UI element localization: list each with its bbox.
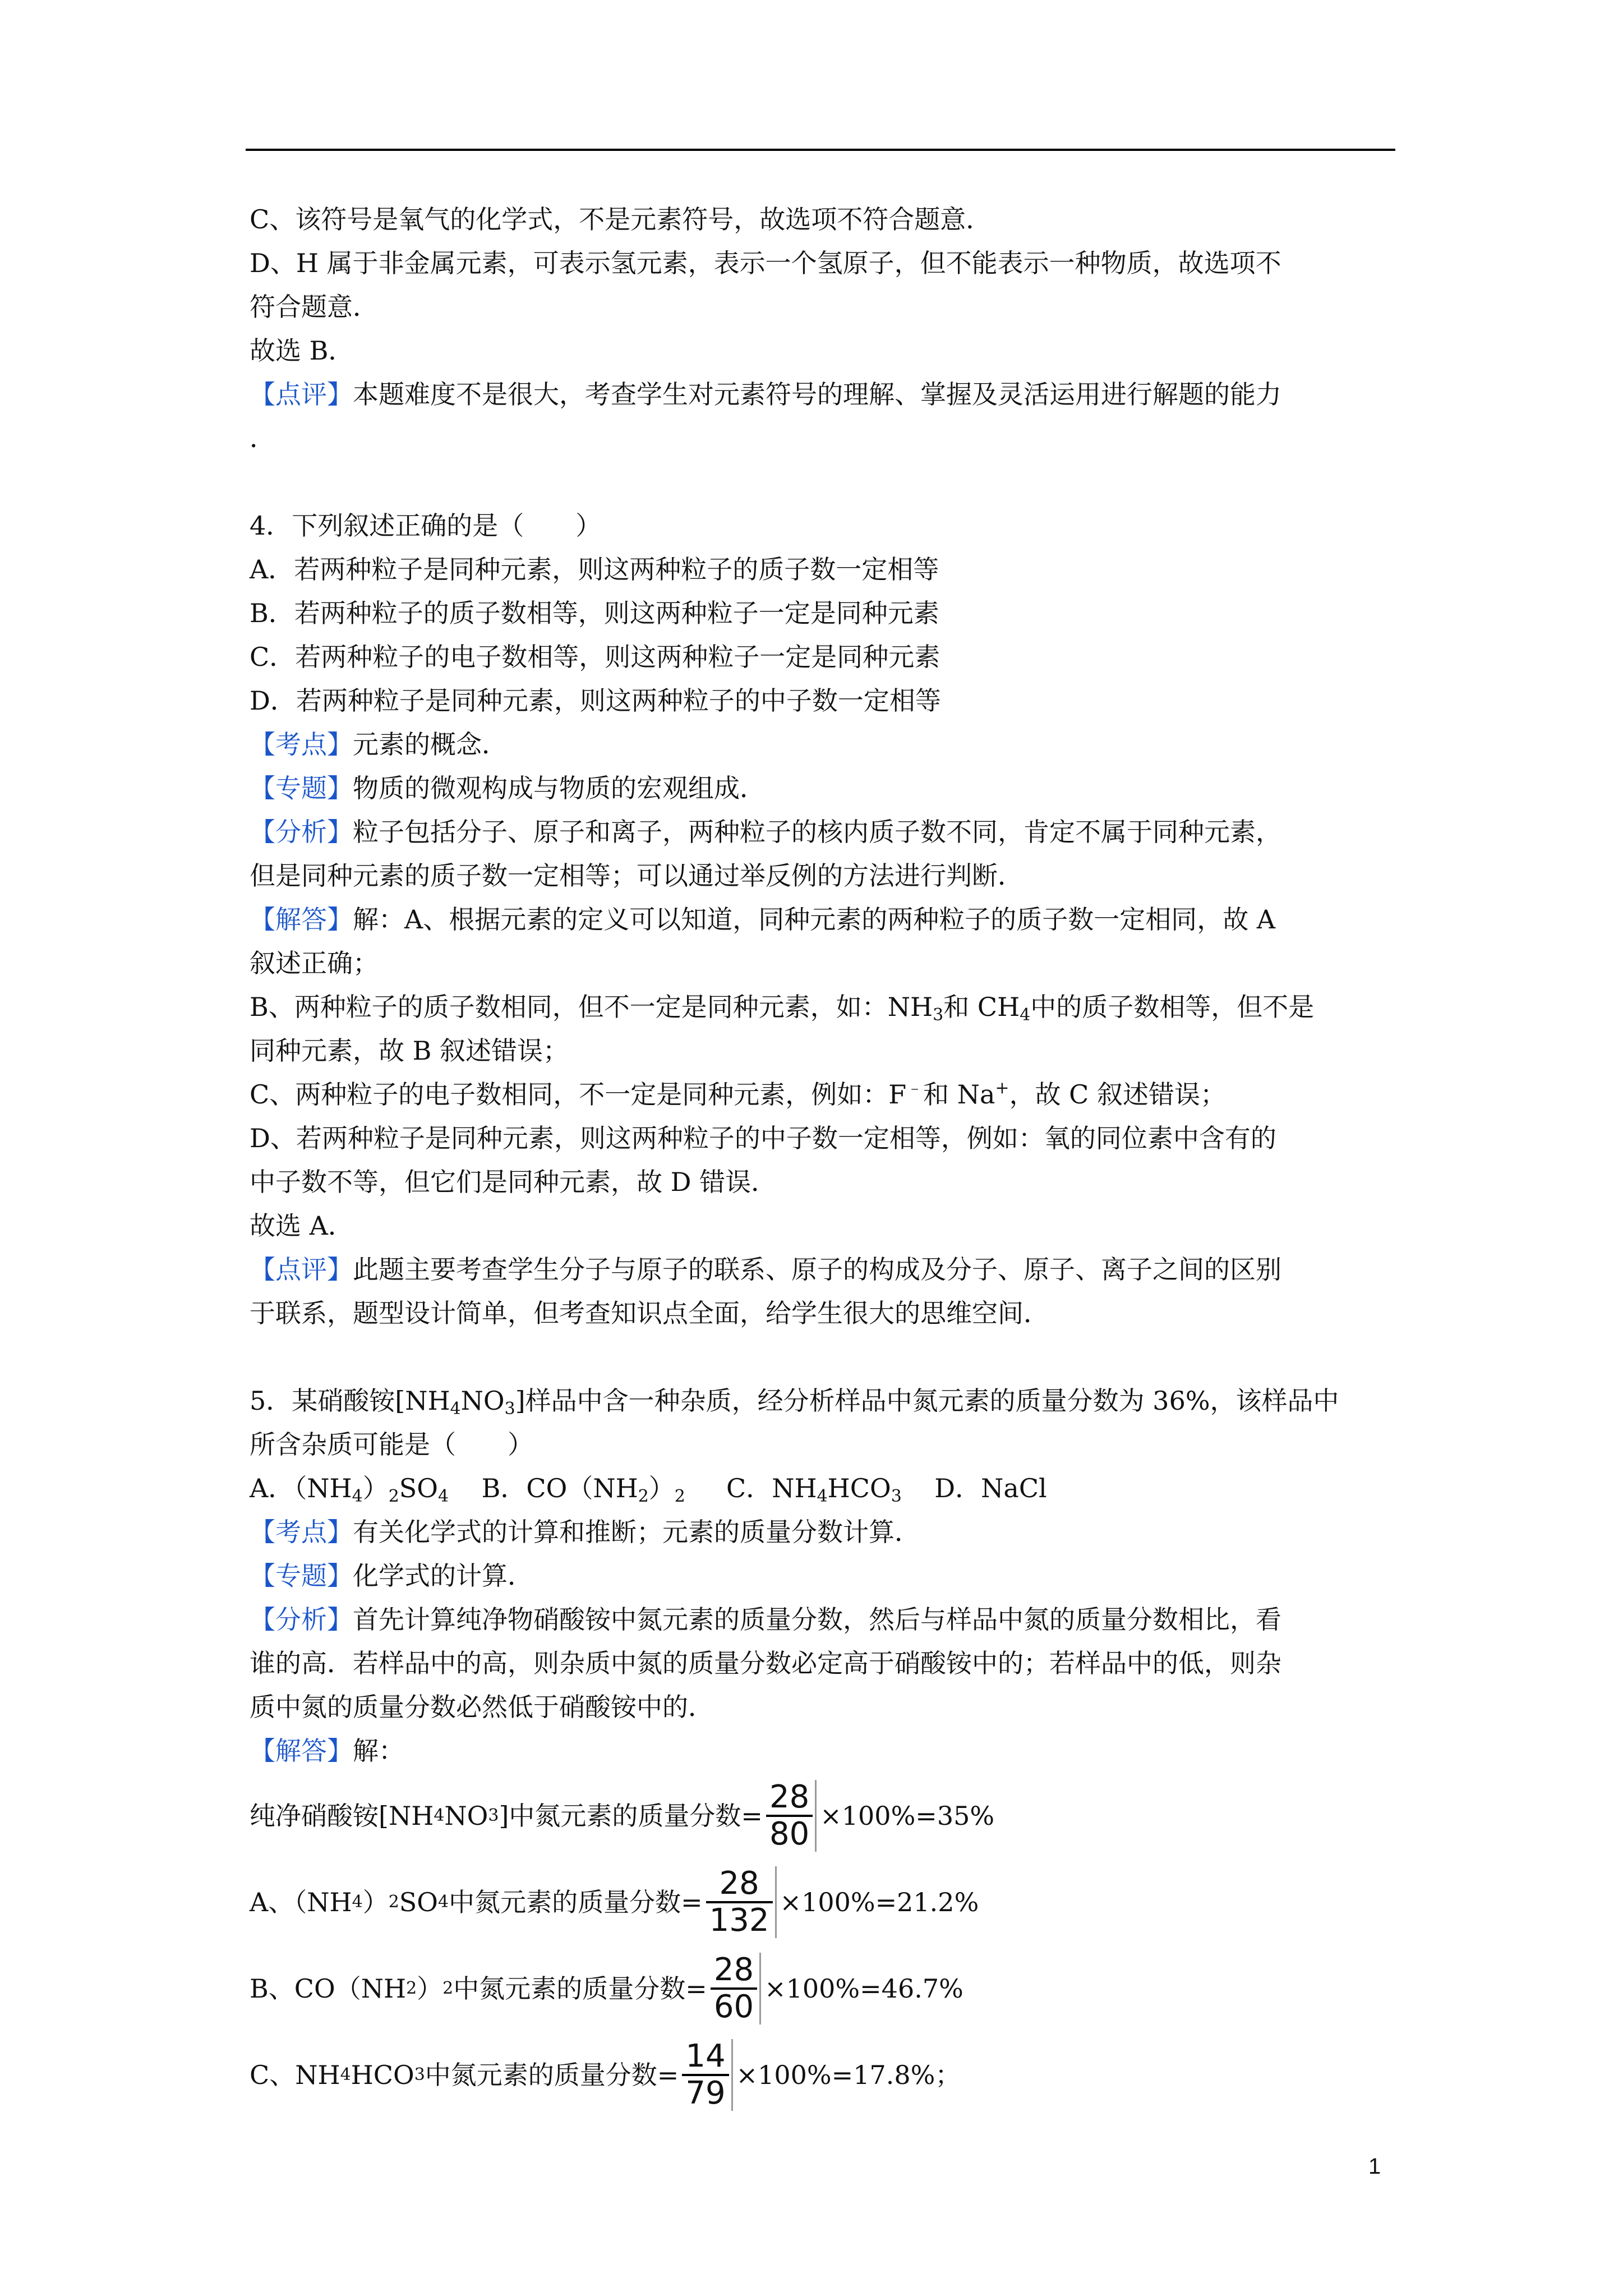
text-run: NO xyxy=(444,1801,488,1831)
text-run: B．CO（NH xyxy=(481,1473,638,1503)
prev-option-d-line2: 符合题意． xyxy=(250,292,379,322)
superscript: ﹣ xyxy=(906,1078,924,1098)
subscript: 2 xyxy=(674,1487,685,1506)
text-run: 中氮元素的质量分数= xyxy=(449,1887,703,1917)
jieda-tag: 【解答】 xyxy=(250,904,353,935)
text-run: C．NH xyxy=(726,1473,817,1503)
q4-explain-d: D、若两种粒子是同种元素，则这两种粒子的中子数一定相等，例如：氧的同位素中含有的 xyxy=(250,1123,1276,1153)
subscript: 4 xyxy=(438,1487,449,1506)
formula-b: B、CO（NH 2 ） 2 中氮元素的质量分数= $\frac{28}{60}$ ×100%=46.7% xyxy=(250,1952,963,2025)
zhuanti-tag: 【专题】 xyxy=(250,1561,353,1591)
fraction xyxy=(766,1780,817,1852)
q5-fenxi-line2: 谁的高．若样品中的高，则杂质中氮的质量分数必定高于硝酸铵中的；若样品中的低，则杂 xyxy=(250,1648,1281,1678)
q4-answer: 故选 A． xyxy=(250,1211,354,1241)
q5-kaodian xyxy=(250,1510,1396,1554)
kaodian-tag: 【考点】 xyxy=(250,729,353,760)
q4-fenxi xyxy=(250,810,1396,854)
fraction xyxy=(711,1953,761,2024)
text-run: C、NH xyxy=(250,2060,340,2090)
zhuanti-text: 物质的微观构成与物质的宏观组成． xyxy=(353,773,766,803)
q5-zhuanti xyxy=(250,1554,1396,1598)
text-run: 5．某硝酸铵[NH xyxy=(250,1386,450,1416)
numerator: 28 xyxy=(713,1952,754,1988)
q4-zhuanti xyxy=(250,766,1396,810)
text-run: 和 CH xyxy=(943,992,1020,1022)
denominator: 79 xyxy=(682,2074,728,2111)
result: ×100%=46.7% xyxy=(764,1973,963,2004)
prev-option-c: C、该符号是氧气的化学式，不是元素符号，故选项不符合题意． xyxy=(250,204,992,234)
subscript: 2 xyxy=(388,1487,399,1506)
subscript: 2 xyxy=(638,1487,649,1506)
zhuanti-tag: 【专题】 xyxy=(250,773,353,803)
text-run: SO xyxy=(399,1887,439,1917)
header-rule xyxy=(246,149,1395,151)
text-run: HCO xyxy=(351,2060,414,2090)
fenxi-text: 首先计算纯净物硝酸铵中氮元素的质量分数，然后与样品中氮的质量分数相比，看 xyxy=(353,1604,1281,1635)
superscript: + xyxy=(995,1078,1009,1098)
denominator: 60 xyxy=(711,1987,757,2024)
subscript: 4 xyxy=(1020,1005,1031,1025)
prev-comment xyxy=(250,372,1396,416)
text-run: ） xyxy=(417,1973,443,2004)
text-run: ，故 C 叙述错误； xyxy=(1009,1079,1227,1110)
q5-option-c xyxy=(726,1473,902,1506)
comment-tag: 【点评】 xyxy=(250,379,353,409)
kaodian-text: 元素的概念． xyxy=(353,729,508,760)
document-body xyxy=(250,197,1396,2118)
text-run: C、两种粒子的电子数相同，不一定是同种元素，例如：F xyxy=(250,1079,907,1110)
spacer xyxy=(250,460,1396,504)
numerator: 28 xyxy=(719,1865,759,1902)
subscript: 4 xyxy=(352,1487,363,1506)
formula-a: A、（NH 4 ） 2 SO 4 中氮元素的质量分数= $\frac{28}{132}$ ×100%=21.2% xyxy=(250,1865,979,1939)
text-run: 和 Na xyxy=(923,1079,995,1110)
formula-pure: 纯净硝酸铵[NH 4 NO 3 ]中氮元素的质量分数= $\frac{28}{80}$ ×100%=35% xyxy=(250,1779,995,1852)
q4-kaodian xyxy=(250,723,1396,766)
numerator: 14 xyxy=(685,2038,726,2074)
text-run: ） xyxy=(648,1473,675,1503)
text-run: B、两种粒子的质子数相同，但不一定是同种元素，如：NH xyxy=(250,992,933,1022)
fenxi-tag: 【分析】 xyxy=(250,817,353,847)
q5-stem xyxy=(250,1379,1396,1423)
q4-option-a: A．若两种粒子是同种元素，则这两种粒子的质子数一定相等 xyxy=(250,554,939,585)
q4-option-b: B．若两种粒子的质子数相等，则这两种粒子一定是同种元素 xyxy=(250,598,939,628)
text-run: 中氮元素的质量分数= xyxy=(425,2060,679,2090)
q5-option-d: D．NaCl xyxy=(934,1473,1047,1503)
q4-stem: 4．下列叙述正确的是（ ） xyxy=(250,510,602,541)
prev-option-d-line1: D、H 属于非金属元素，可表示氢元素，表示一个氢原子，但不能表示一种物质，故选项不 xyxy=(250,248,1281,278)
q4-dianping-line2: 于联系，题型设计简单，但考查知识点全面，给学生很大的思维空间． xyxy=(250,1298,1049,1328)
dianping-tag: 【点评】 xyxy=(250,1254,353,1285)
spacer xyxy=(250,1335,1396,1379)
fraction xyxy=(706,1866,777,1938)
subscript: 3 xyxy=(891,1487,902,1506)
q4-explain-b-line2: 同种元素，故 B 叙述错误； xyxy=(250,1036,569,1066)
kaodian-text: 有关化学式的计算和推断；元素的质量分数计算． xyxy=(353,1517,920,1547)
text-run: 中的质子数相等，但不是 xyxy=(1030,992,1315,1022)
q5-jieda xyxy=(250,1729,1396,1773)
q5-fenxi xyxy=(250,1598,1396,1641)
subscript: 4 xyxy=(817,1487,828,1506)
text-run: NO xyxy=(460,1386,505,1416)
q4-explain-b xyxy=(250,985,1396,1029)
q4-explain-c xyxy=(250,1073,1396,1116)
text-run: B、CO（NH xyxy=(250,1973,407,2004)
text-run: 中氮元素的质量分数= xyxy=(453,1973,707,2004)
jieda-tag: 【解答】 xyxy=(250,1736,353,1766)
q4-option-c: C．若两种粒子的电子数相等，则这两种粒子一定是同种元素 xyxy=(250,642,940,672)
q4-fenxi-line2: 但是同种元素的质子数一定相等；可以通过举反例的方法进行判断． xyxy=(250,861,1023,891)
q5-fenxi-line3: 质中氮的质量分数必然低于硝酸铵中的． xyxy=(250,1692,714,1722)
q4-option-d: D．若两种粒子是同种元素，则这两种粒子的中子数一定相等 xyxy=(250,685,941,716)
q4-jieda xyxy=(250,898,1396,941)
subscript: 3 xyxy=(933,1005,944,1025)
result: ×100%=17.8%； xyxy=(736,2060,961,2090)
q5-stem-line2: 所含杂质可能是（ ） xyxy=(250,1429,533,1460)
fraction xyxy=(682,2039,732,2111)
q5-option-b xyxy=(481,1473,685,1506)
numerator: 28 xyxy=(769,1779,810,1815)
jieda-text: 解：A、根据元素的定义可以知道，同种元素的两种粒子的质子数一定相同，故 A xyxy=(353,904,1276,935)
prev-comment-line2: ． xyxy=(250,423,275,453)
q5-option-a xyxy=(250,1473,449,1506)
text-run: ） xyxy=(362,1473,389,1503)
text-run: SO xyxy=(399,1473,439,1503)
page-number: 1 xyxy=(1368,2154,1381,2179)
text-run: ]样品中含一种杂质，经分析样品中氮元素的质量分数为 36%，该样品中 xyxy=(515,1386,1339,1416)
dianping-text: 此题主要考查学生分子与原子的联系、原子的构成及分子、原子、离子之间的区别 xyxy=(353,1254,1281,1285)
fenxi-text: 粒子包括分子、原子和离子，两种粒子的核内质子数不同，肯定不属于同种元素， xyxy=(353,817,1281,847)
q4-explain-d-line2: 中子数不等，但它们是同种元素，故 D 错误． xyxy=(250,1167,777,1197)
q4-jieda-line2: 叙述正确； xyxy=(250,948,379,978)
subscript: 4 xyxy=(450,1399,461,1419)
text-run: 纯净硝酸铵[NH xyxy=(250,1801,434,1831)
denominator: 132 xyxy=(706,1901,773,1938)
comment-text: 本题难度不是很大，考查学生对元素符号的理解、掌握及灵活运用进行解题的能力 xyxy=(353,379,1281,409)
kaodian-tag: 【考点】 xyxy=(250,1517,353,1547)
result: ×100%=21.2% xyxy=(780,1887,979,1917)
text-run: A．（NH xyxy=(250,1473,352,1503)
q5-options xyxy=(250,1466,1396,1510)
text-run: ） xyxy=(362,1887,389,1917)
prev-answer: 故选 B． xyxy=(250,335,354,366)
denominator: 80 xyxy=(766,1815,813,1852)
subscript: 3 xyxy=(504,1399,515,1419)
text-run: HCO xyxy=(827,1473,891,1503)
text-run: ]中氮元素的质量分数= xyxy=(499,1801,763,1831)
fenxi-tag: 【分析】 xyxy=(250,1604,353,1635)
formula-c: C、NH 4 HCO 3 中氮元素的质量分数= $\frac{14}{79}$ ×100%=17.8%； xyxy=(250,2038,961,2111)
result: ×100%=35% xyxy=(820,1801,995,1831)
jieda-text: 解： xyxy=(353,1736,404,1766)
text-run: A、（NH xyxy=(250,1887,352,1917)
zhuanti-text: 化学式的计算． xyxy=(353,1561,533,1591)
q4-dianping xyxy=(250,1248,1396,1291)
